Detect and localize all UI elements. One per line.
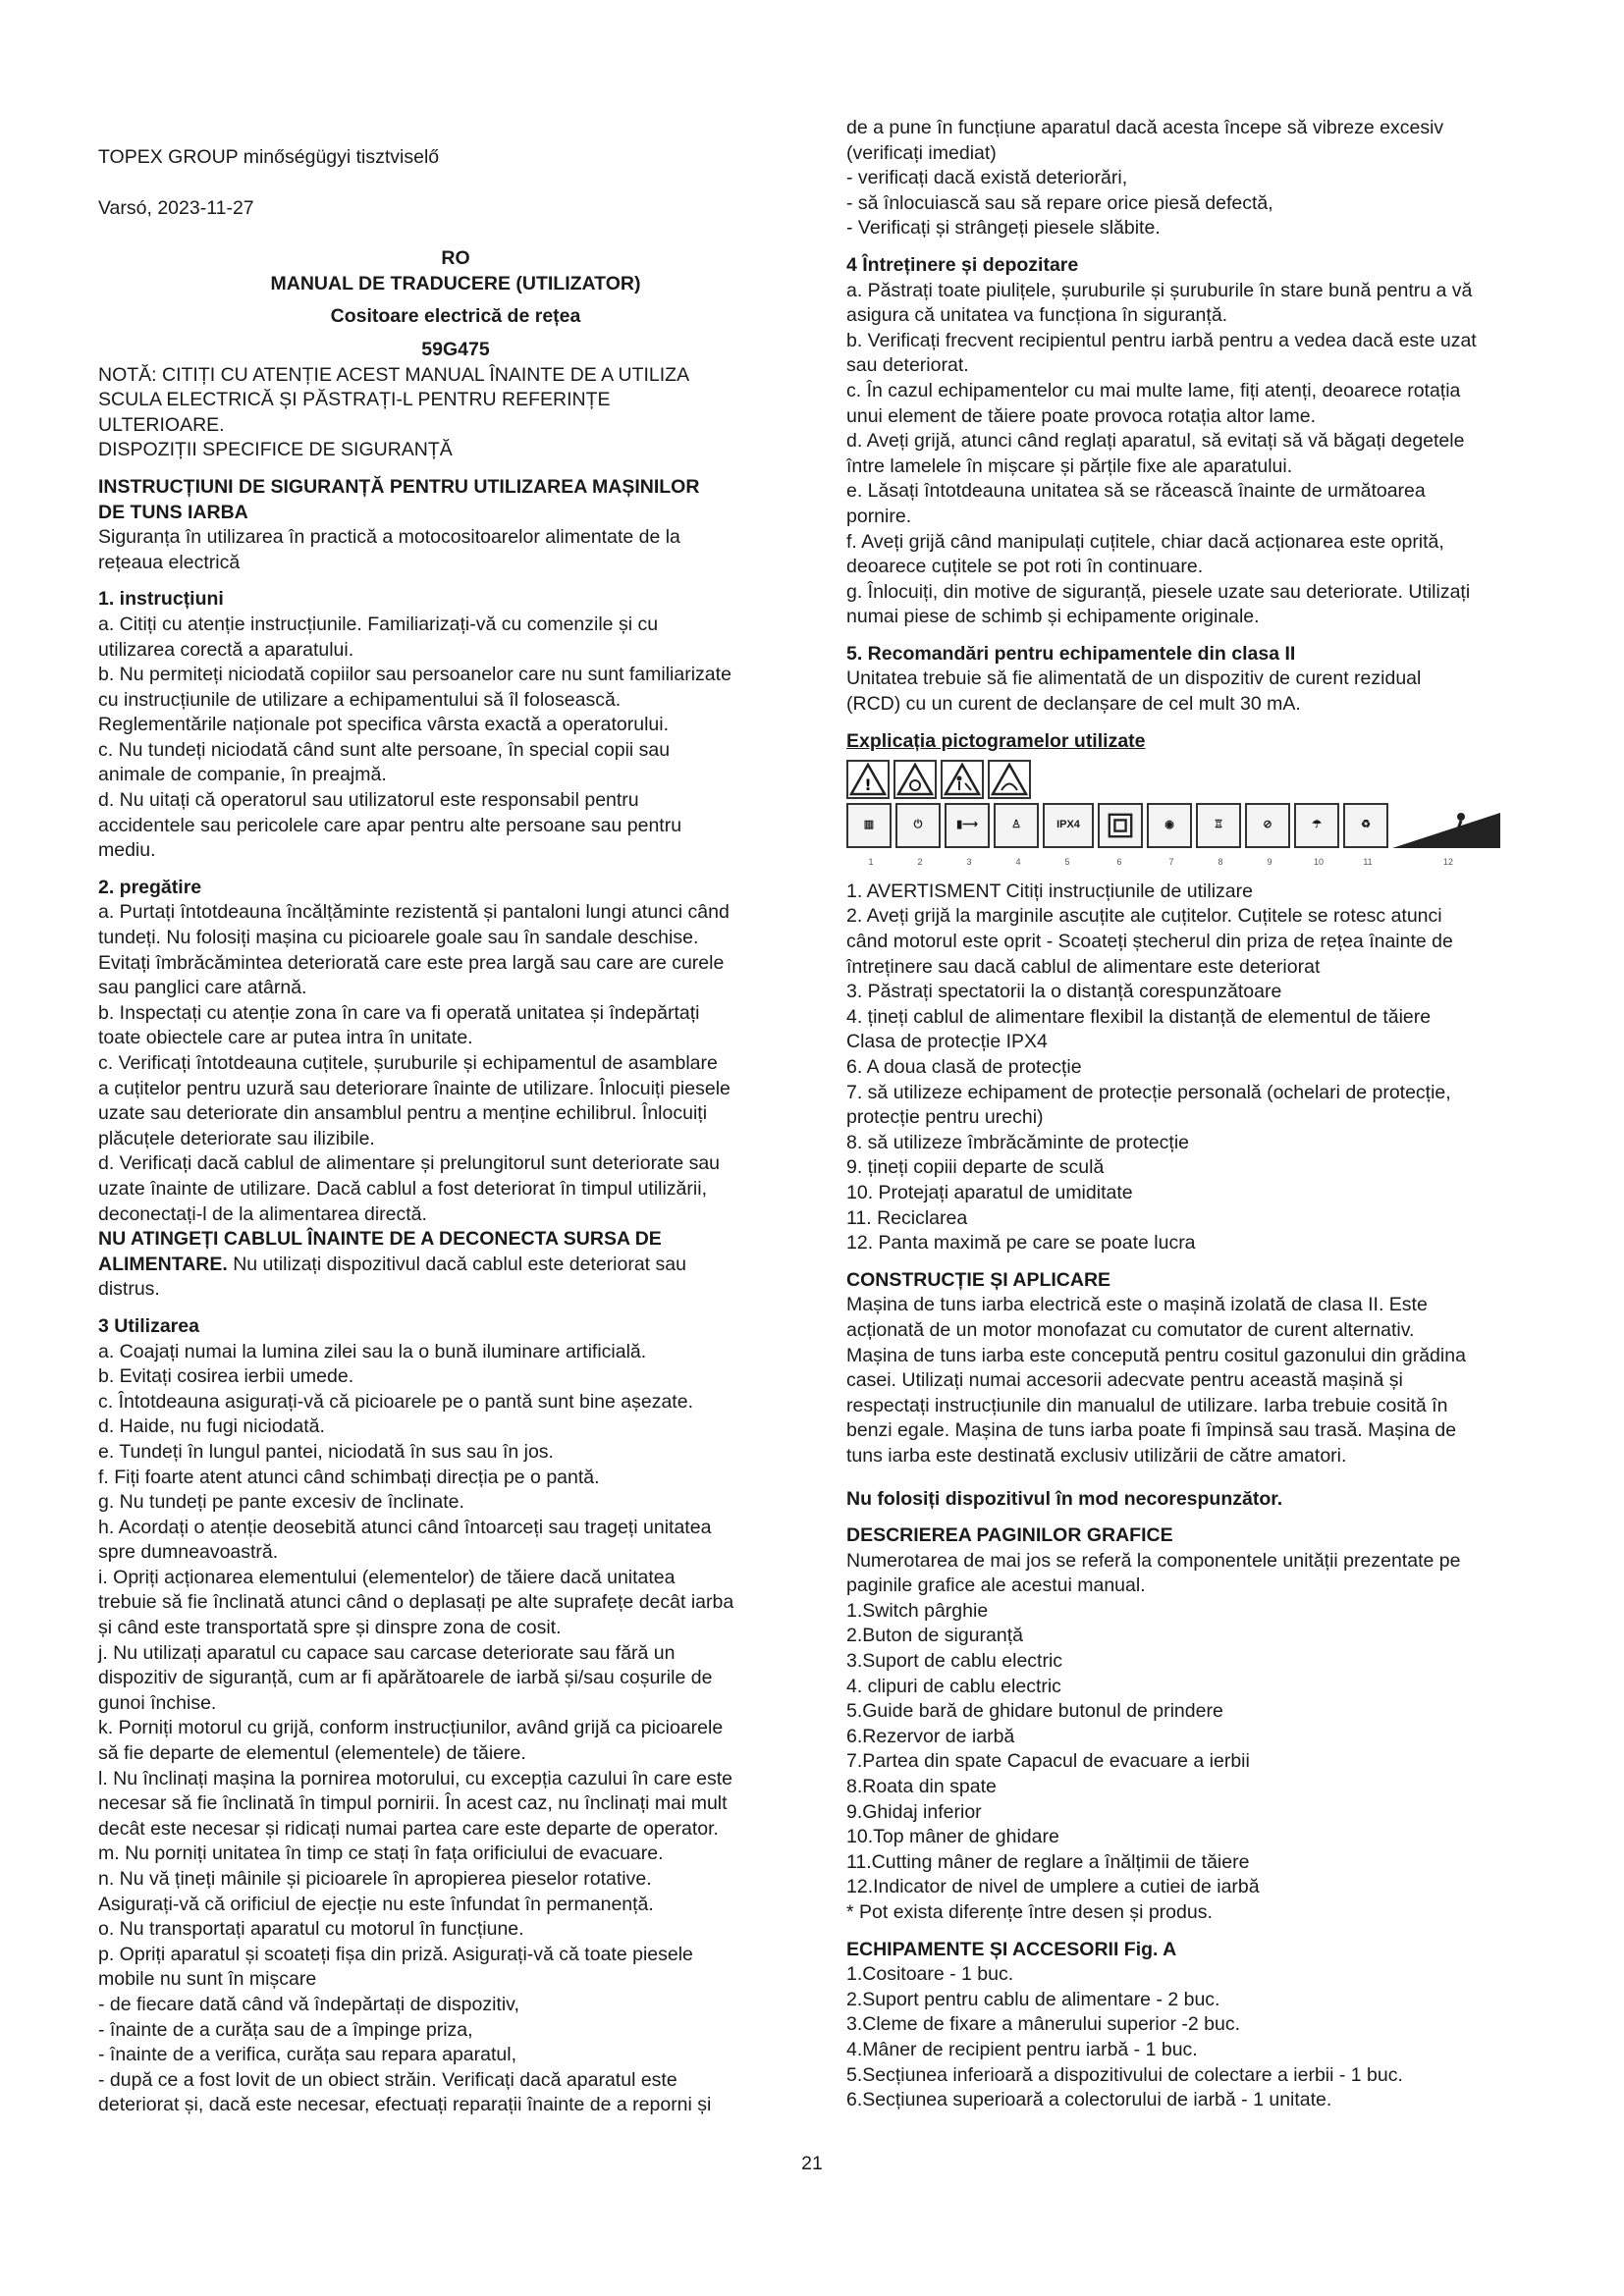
section-4-line: a. Păstrați toate piulițele, șuruburile și șuruburile în stare bună pentru a vă (846, 279, 1473, 301)
cable-away-icon (988, 760, 1031, 799)
section-4-line: c. În cazul echipamentelor cu mai multe lame, fiți atenți, deoarece rotația (846, 379, 1461, 401)
section-4-line: unui element de tăiere poate provoca rotația altor lame. (846, 404, 1317, 427)
class-ii-icon (1098, 803, 1143, 848)
section-3-line: spre dumneavoastră. (98, 1541, 279, 1564)
section-5-line: (RCD) cu un curent de declanșare de cel mult 30 mA. (846, 693, 1301, 716)
section-3-continuation (846, 116, 1561, 241)
section-3-line: g. Nu tundeți pe pante excesiv de înclinate. (98, 1491, 464, 1514)
graphic-pages-line: * Pot exista diferențe între desen și produs. (846, 1901, 1213, 1923)
section-5-body (846, 667, 1561, 717)
section-1-line: utilizarea corectă a aparatului. (98, 638, 354, 661)
unplug-icon: ⏻ (895, 803, 941, 848)
pictogram-legend-line: protecție pentru urechi) (846, 1106, 1044, 1129)
section-4-line: sau deteriorat. (846, 354, 969, 377)
pictogram-number: 12 (1442, 857, 1453, 868)
section-1-body (98, 613, 813, 864)
section-3-heading: 3 Utilizarea (98, 1314, 199, 1337)
construction-heading: CONSTRUCȚIE ȘI APLICARE (846, 1268, 1111, 1291)
cable-warning-bold: NU ATINGEȚI CABLUL ÎNAINTE DE A DECONECTA SURSA DE (98, 1228, 662, 1251)
section-3-line: h. Acordați o atenție deosebită atunci când întoarceți sau trageți unitatea (98, 1516, 712, 1538)
section-3-line: k. Porniți motorul cu grijă, conform instrucțiunilor, având grijă ca picioarele (98, 1717, 724, 1739)
construction-line: tuns iarba este destinată exclusiv utilizării de către amatori. (846, 1444, 1347, 1467)
pictogram-number: 4 (1015, 857, 1021, 868)
section-3-line: decât este necesar și ridicați numai partea care este departe de operator. (98, 1817, 719, 1840)
pictogram-heading: Explicația pictogramelor utilizate (846, 729, 1146, 752)
pictogram-legend-line: 1. AVERTISMENT Citiți instrucțiunile de utilizare (846, 880, 1253, 902)
section-3-line: j. Nu utilizați aparatul cu capace sau carcase deteriorate sau fără un (98, 1641, 676, 1664)
pictogram-triangles (846, 760, 1534, 799)
graphic-pages-line: 1.Switch pârghie (846, 1599, 989, 1622)
section-2-line: uzate înainte de utilizare. Dacă cablul a fost deteriorat în timpul utilizării, (98, 1177, 707, 1200)
continuation-line: (verificați imediat) (846, 141, 997, 164)
safety-heading-line: DE TUNS IARBA (98, 501, 248, 523)
pictogram-legend-line: când motorul este oprit - Scoateți ștecherul din priza de rețea înainte de (846, 931, 1453, 953)
section-1-line: Reglementările naționale pot specifica vârsta exactă a operatorului. (98, 714, 670, 736)
cable-warning-bold-2: ALIMENTARE. (98, 1253, 228, 1275)
note-line: SCULA ELECTRICĂ ȘI PĂSTRAȚI-L PENTRU REFERINȚE (98, 389, 611, 411)
graphic-pages-line: paginile grafice ale acestui manual. (846, 1575, 1146, 1597)
construction-line: Mașina de tuns iarba este concepută pentru cositul gazonului din grădina (846, 1344, 1466, 1366)
manual-book-icon: ▥ (846, 803, 892, 848)
pictogram-number: 1 (868, 857, 874, 868)
section-3-line: să fie departe de elementul (elementele) de tăiere. (98, 1742, 526, 1765)
section-5-line: Unitatea trebuie să fie alimentată de un dispozitiv de curent rezidual (846, 667, 1422, 690)
lang-code: RO (441, 247, 470, 270)
section-3-line: l. Nu înclinați mașina la pornirea motorului, cu excepția cazului în care este (98, 1767, 732, 1789)
note-block (98, 363, 813, 439)
keep-children-away-icon: ⊘ (1245, 803, 1290, 848)
construction-line: casei. Utilizați numai accesorii adecvate pentru această mașină și (846, 1369, 1403, 1392)
construction-line: acționată de un motor monofazat cu comutator de curent alternativ. (846, 1318, 1415, 1341)
section-2-line: Evitați îmbrăcămintea deteriorată care este prea largă sau care are curele (98, 951, 725, 974)
section-1-heading: 1. instrucțiuni (98, 588, 224, 611)
construction-line: Mașina de tuns iarba electrică este o mașină izolată de clasa II. Este (846, 1294, 1428, 1316)
pictogram-number: 6 (1116, 857, 1122, 868)
section-2-line: sau panglici care atârnă. (98, 977, 307, 999)
pictogram-strip (846, 760, 1534, 876)
section-3-line: - după ce a fost lovit de un obiect străin. Verificați dacă aparatul este (98, 2068, 677, 2091)
recycling-icon: ♻ (1343, 803, 1388, 848)
equipment-heading: ECHIPAMENTE ȘI ACCESORII Fig. A (846, 1938, 1177, 1960)
section-3-line: deteriorat și, dacă este necesar, efectuați reparații înainte de a reporni și (98, 2094, 712, 2116)
safety-intro-line: rețeaua electrică (98, 551, 241, 573)
section-1-line: mediu. (98, 839, 156, 862)
pictogram-number: 9 (1267, 857, 1272, 868)
pictogram-legend-line: întreținere sau dacă cablul de alimentare este deteriorat (846, 955, 1321, 978)
construction-line: respectați instrucțiunile din manualul de utilizare. Iarba trebuie cosită în (846, 1394, 1448, 1416)
warning-read-manual-icon (846, 760, 890, 799)
graphic-pages-line: Numerotarea de mai jos se referă la componentele unității prezentate pe (846, 1549, 1461, 1572)
pictogram-legend-line: Clasa de protecție IPX4 (846, 1031, 1048, 1053)
section-4-line: între lamelele în mișcare și părțile fixe ale aparatului. (846, 454, 1293, 477)
section-4-line: deoarece cuțitele se pot roti în continuare. (846, 556, 1204, 578)
pictogram-number: 7 (1168, 857, 1174, 868)
section-2-line: toate obiectele care ar putea intra în unitate. (98, 1027, 473, 1049)
section-1-line: d. Nu uitați că operatorul sau utilizatorul este responsabil pentru (98, 789, 639, 812)
pictogram-legend-line: 11. Reciclarea (846, 1206, 968, 1229)
section-1-line: b. Nu permiteți niciodată copiilor sau persoanelor care nu sunt familiarizate (98, 664, 731, 686)
section-4-line: f. Aveți grijă când manipulați cuțitele, chiar dacă acționarea este oprită, (846, 530, 1444, 553)
svg-text:!: ! (864, 775, 872, 795)
section-4-line: d. Aveți grijă, atunci când reglați aparatul, să evitați să vă băgați degetele (846, 430, 1465, 453)
section-1-line: accidentele sau pericolele care apar pentru alte persoane sau pentru (98, 814, 682, 836)
section-3-line: i. Opriți acționarea elementului (elementelor) de tăiere dacă unitatea (98, 1566, 676, 1588)
safety-heading-line: INSTRUCȚIUNI DE SIGURANȚĂ PENTRU UTILIZAREA MAȘINILOR (98, 475, 700, 498)
section-3-line: gunoi închise. (98, 1691, 217, 1714)
equipment-line: 3.Cleme de fixare a mânerului superior -2 buc. (846, 2013, 1241, 2036)
section-3-line: - înainte de a verifica, curăța sau repara aparatul, (98, 2044, 516, 2066)
pictogram-number: 10 (1313, 857, 1324, 868)
section-3-line: c. Întotdeauna asigurați-vă că picioarele pe o pantă sunt bine așezate. (98, 1390, 693, 1413)
header-issuer: TOPEX GROUP minőségügyi tisztviselő (98, 146, 440, 168)
continuation-line: de a pune în funcțiune aparatul dacă acesta începe să vibreze excesiv (846, 117, 1444, 138)
section-3-line: d. Haide, nu fugi niciodată. (98, 1415, 325, 1438)
section-3-line: dispozitiv de siguranță, cum ar fi apărătoarele de iarbă și/sau coșurile de (98, 1667, 713, 1689)
safety-intro-line: Siguranța în utilizarea în practică a motocositoarelor alimentate de la (98, 526, 680, 549)
protective-clothing-icon: ♖ (1196, 803, 1241, 848)
pictogram-legend-line: 8. să utilizeze îmbrăcăminte de protecție (846, 1131, 1190, 1153)
construction-body (846, 1293, 1561, 1468)
section-2-line: a cuțitelor pentru uzură sau deteriorare înainte de utilizare. Înlocuiți piesele (98, 1077, 731, 1099)
section-3-line: o. Nu transportați aparatul cu motorul în funcțiune. (98, 1918, 524, 1941)
section-3-line: f. Fiți foarte atent atunci când schimbați direcția pe o pantă. (98, 1466, 600, 1488)
section-4-line: asigura că unitatea va funcționa în siguranță. (846, 304, 1228, 327)
pictogram-legend-line: 3. Păstrați spectatorii la o distanță corespunzătoare (846, 981, 1282, 1003)
continuation-line: - să înlocuiască sau să repare orice piesă defectă, (846, 191, 1273, 214)
section-5-heading: 5. Recomandări pentru echipamentele din clasa II (846, 642, 1296, 665)
section-3-line: și când este transportată spre și dinspre zona de cosit. (98, 1617, 562, 1639)
ipx4-icon: IPX4 (1043, 803, 1094, 848)
pictogram-number: 8 (1218, 857, 1223, 868)
pictogram-legend-line: 7. să utilizeze echipament de protecție personală (ochelari de protecție, (846, 1081, 1451, 1103)
graphic-pages-line: 4. clipuri de cablu electric (846, 1675, 1061, 1697)
model-number: 59G475 (421, 338, 490, 360)
pictogram-legend (846, 880, 1561, 1256)
equipment-line: 5.Secțiunea inferioară a dispozitivului de colectare a ierbii - 1 buc. (846, 2063, 1403, 2086)
bystander-person-icon: ▮⟶ (945, 803, 990, 848)
section-4-line: numai piese de schimb și echipamente originale. (846, 606, 1260, 628)
pictogram-squares (846, 803, 1534, 848)
graphic-pages-list (846, 1549, 1561, 1926)
pictogram-legend-line: 9. țineți copiii departe de sculă (846, 1156, 1105, 1179)
graphic-pages-line: 5.Guide bară de ghidare butonul de prindere (846, 1700, 1223, 1723)
section-3-line: necesar să fie înclinată în timpul pornirii. În acest caz, nu înclinați mai mult (98, 1792, 728, 1815)
section-2-body (98, 900, 813, 1227)
section-4-line: b. Verificați frecvent recipientul pentru iarbă pentru a vedea dacă este uzat (846, 329, 1477, 351)
section-4-line: pornire. (846, 505, 912, 527)
sharp-blades-icon (893, 760, 937, 799)
continuation-line: - Verificați și strângeți piesele slăbite. (846, 217, 1161, 240)
right-column (846, 116, 1561, 2113)
pictogram-numbers (846, 850, 1534, 876)
section-2-heading: 2. pregătire (98, 876, 202, 898)
continuation-line: - verificați dacă există deteriorări, (846, 167, 1128, 189)
section-1-line: cu instrucțiunile de utilizare a echipamentului să îl folosească. (98, 688, 622, 711)
pictogram-legend-line: 4. țineți cablul de alimentare flexibil la distanță de elementul de tăiere (846, 1005, 1432, 1028)
graphic-pages-heading: DESCRIEREA PAGINILOR GRAFICE (846, 1524, 1173, 1547)
protect-from-moisture-icon: ☂ (1294, 803, 1339, 848)
section-2-line: c. Verificați întotdeauna cuțitele, șuruburile și echipamentul de asamblare (98, 1052, 718, 1074)
note-line: ULTERIOARE. (98, 413, 225, 436)
pictogram-number: 3 (966, 857, 972, 868)
section-3-line: - de fiecare dată când vă îndepărtați de dispozitiv, (98, 1993, 519, 2015)
pictogram-legend-line: 10. Protejați aparatul de umiditate (846, 1181, 1133, 1203)
product-name: Cositoare electrică de rețea (330, 305, 581, 328)
section-1-line: c. Nu tundeți niciodată când sunt alte persoane, în special copii sau (98, 738, 671, 761)
header-place-date: Varsó, 2023-11-27 (98, 196, 254, 219)
pictogram-legend-line: 2. Aveți grijă la marginile ascuțite ale cuțitelor. Cuțitele se rotesc atunci (846, 905, 1442, 928)
section-2-line: plăcuțele deteriorate sau ilizibile. (98, 1127, 375, 1149)
specific-safety-heading: DISPOZIȚII SPECIFICE DE SIGURANȚĂ (98, 439, 453, 461)
section-2-line: tundeți. Nu folosiți mașina cu picioarele goale sau în sandale deschise. (98, 927, 699, 949)
cable-warning-rest: Nu utilizați dispozitivul dacă cablul este deteriorat sau (227, 1253, 686, 1275)
section-2-line: d. Verificați dacă cablul de alimentare și prelungitorul sunt deteriorate sau (98, 1152, 721, 1175)
equipment-line: 6.Secțiunea superioară a colectorului de iarbă - 1 unitate. (846, 2089, 1332, 2111)
graphic-pages-line: 9.Ghidaj inferior (846, 1800, 982, 1823)
bystanders-distance-icon (941, 760, 984, 799)
equipment-line: 2.Suport pentru cablu de alimentare - 2 buc. (846, 1988, 1220, 2010)
section-3-line: mobile nu sunt în mișcare (98, 1968, 317, 1991)
page-number: 21 (801, 2153, 823, 2174)
pictogram-number: 2 (917, 857, 923, 868)
equipment-line: 4.Mâner de recipient pentru iarbă - 1 buc. (846, 2038, 1198, 2060)
section-3-line: e. Tundeți în lungul pantei, niciodată în sus sau în jos. (98, 1440, 554, 1463)
section-3-line: m. Nu porniți unitatea în timp ce stați în fața orificiului de evacuare. (98, 1842, 664, 1865)
cable-warning-end: distrus. (98, 1278, 160, 1301)
graphic-pages-line: 11.Cutting mâner de reglare a înălțimii de tăiere (846, 1850, 1250, 1873)
section-3-body (98, 1340, 813, 2118)
graphic-pages-line: 12.Indicator de nivel de umplere a cutiei de iarbă (846, 1876, 1260, 1898)
note-line: NOTĂ: CITIȚI CU ATENȚIE ACEST MANUAL ÎNAINTE DE A UTILIZA (98, 363, 690, 386)
section-3-line: n. Nu vă țineți mâinile și picioarele în apropierea pieselor rotative. (98, 1868, 652, 1890)
section-3-line: a. Coajați numai la lumina zilei sau la o bună iluminare artificială. (98, 1340, 647, 1362)
section-3-line: Asigurați-vă că orificiul de ejecție nu este înfundat în permanență. (98, 1893, 654, 1915)
graphic-pages-line: 2.Buton de siguranță (846, 1625, 1023, 1647)
construction-line: benzi egale. Mașina de tuns iarba poate fi împinsă sau trasă. Mașina de (846, 1419, 1457, 1442)
pictogram-legend-line: 12. Panta maximă pe care se poate lucra (846, 1232, 1196, 1255)
section-1-line: a. Citiți cu atenție instrucțiunile. Familiarizați-vă cu comenzile și cu (98, 613, 659, 635)
graphic-pages-line: 10.Top mâner de ghidare (846, 1826, 1059, 1848)
section-3-line: b. Evitați cosirea ierbii umede. (98, 1365, 354, 1388)
pictogram-number: 11 (1363, 857, 1373, 868)
section-4-heading: 4 Întreținere și depozitare (846, 253, 1079, 276)
cable-warning-line (98, 1253, 813, 1278)
section-2-line: a. Purtați întotdeauna încălțăminte rezistentă și pantaloni lungi atunci când (98, 901, 730, 924)
section-2-line: deconectați-l de la alimentarea directă. (98, 1202, 427, 1225)
cable-person-icon: ♙ (994, 803, 1039, 848)
section-4-body (846, 279, 1561, 630)
pictogram-legend-line: 6. A doua clasă de protecție (846, 1056, 1082, 1078)
section-4-line: g. Înlocuiți, din motive de siguranță, piesele uzate sau deteriorate. Utilizați (846, 580, 1471, 603)
section-3-line: - înainte de a curăța sau de a împinge priza, (98, 2018, 473, 2041)
graphic-pages-line: 8.Roata din spate (846, 1776, 997, 1798)
manual-title: MANUAL DE TRADUCERE (UTILIZATOR) (270, 272, 641, 294)
section-2-line: uzate sau deteriorate din ansamblul pentru a menține echilibrul. Înlocuiți (98, 1102, 708, 1125)
section-4-line: e. Lăsați întotdeauna unitatea să se răcească înainte de următoarea (846, 480, 1426, 503)
pictogram-number: 5 (1064, 857, 1070, 868)
graphic-pages-line: 7.Partea din spate Capacul de evacuare a ierbii (846, 1750, 1250, 1773)
section-1-line: animale de companie, în preajmă. (98, 764, 387, 786)
goggles-ear-protection-icon: ◉ (1147, 803, 1192, 848)
max-slope-icon (1392, 803, 1500, 848)
misuse-warning: Nu folosiți dispozitivul în mod necorespunzător. (846, 1487, 1283, 1510)
left-column (98, 116, 813, 2118)
graphic-pages-line: 3.Suport de cablu electric (846, 1650, 1063, 1673)
section-3-line: trebuie să fie înclinată atunci când o deplasați pe alte suprafețe decât iarba (98, 1591, 734, 1614)
equipment-line: 1.Cositoare - 1 buc. (846, 1963, 1014, 1986)
section-3-line: p. Opriți aparatul și scoateți fișa din priză. Asigurați-vă că toate piesele (98, 1943, 693, 1965)
graphic-pages-line: 6.Rezervor de iarbă (846, 1725, 1015, 1747)
equipment-list (846, 1962, 1561, 2113)
section-2-line: b. Inspectați cu atenție zona în care va fi operată unitatea și îndepărtați (98, 1001, 700, 1024)
